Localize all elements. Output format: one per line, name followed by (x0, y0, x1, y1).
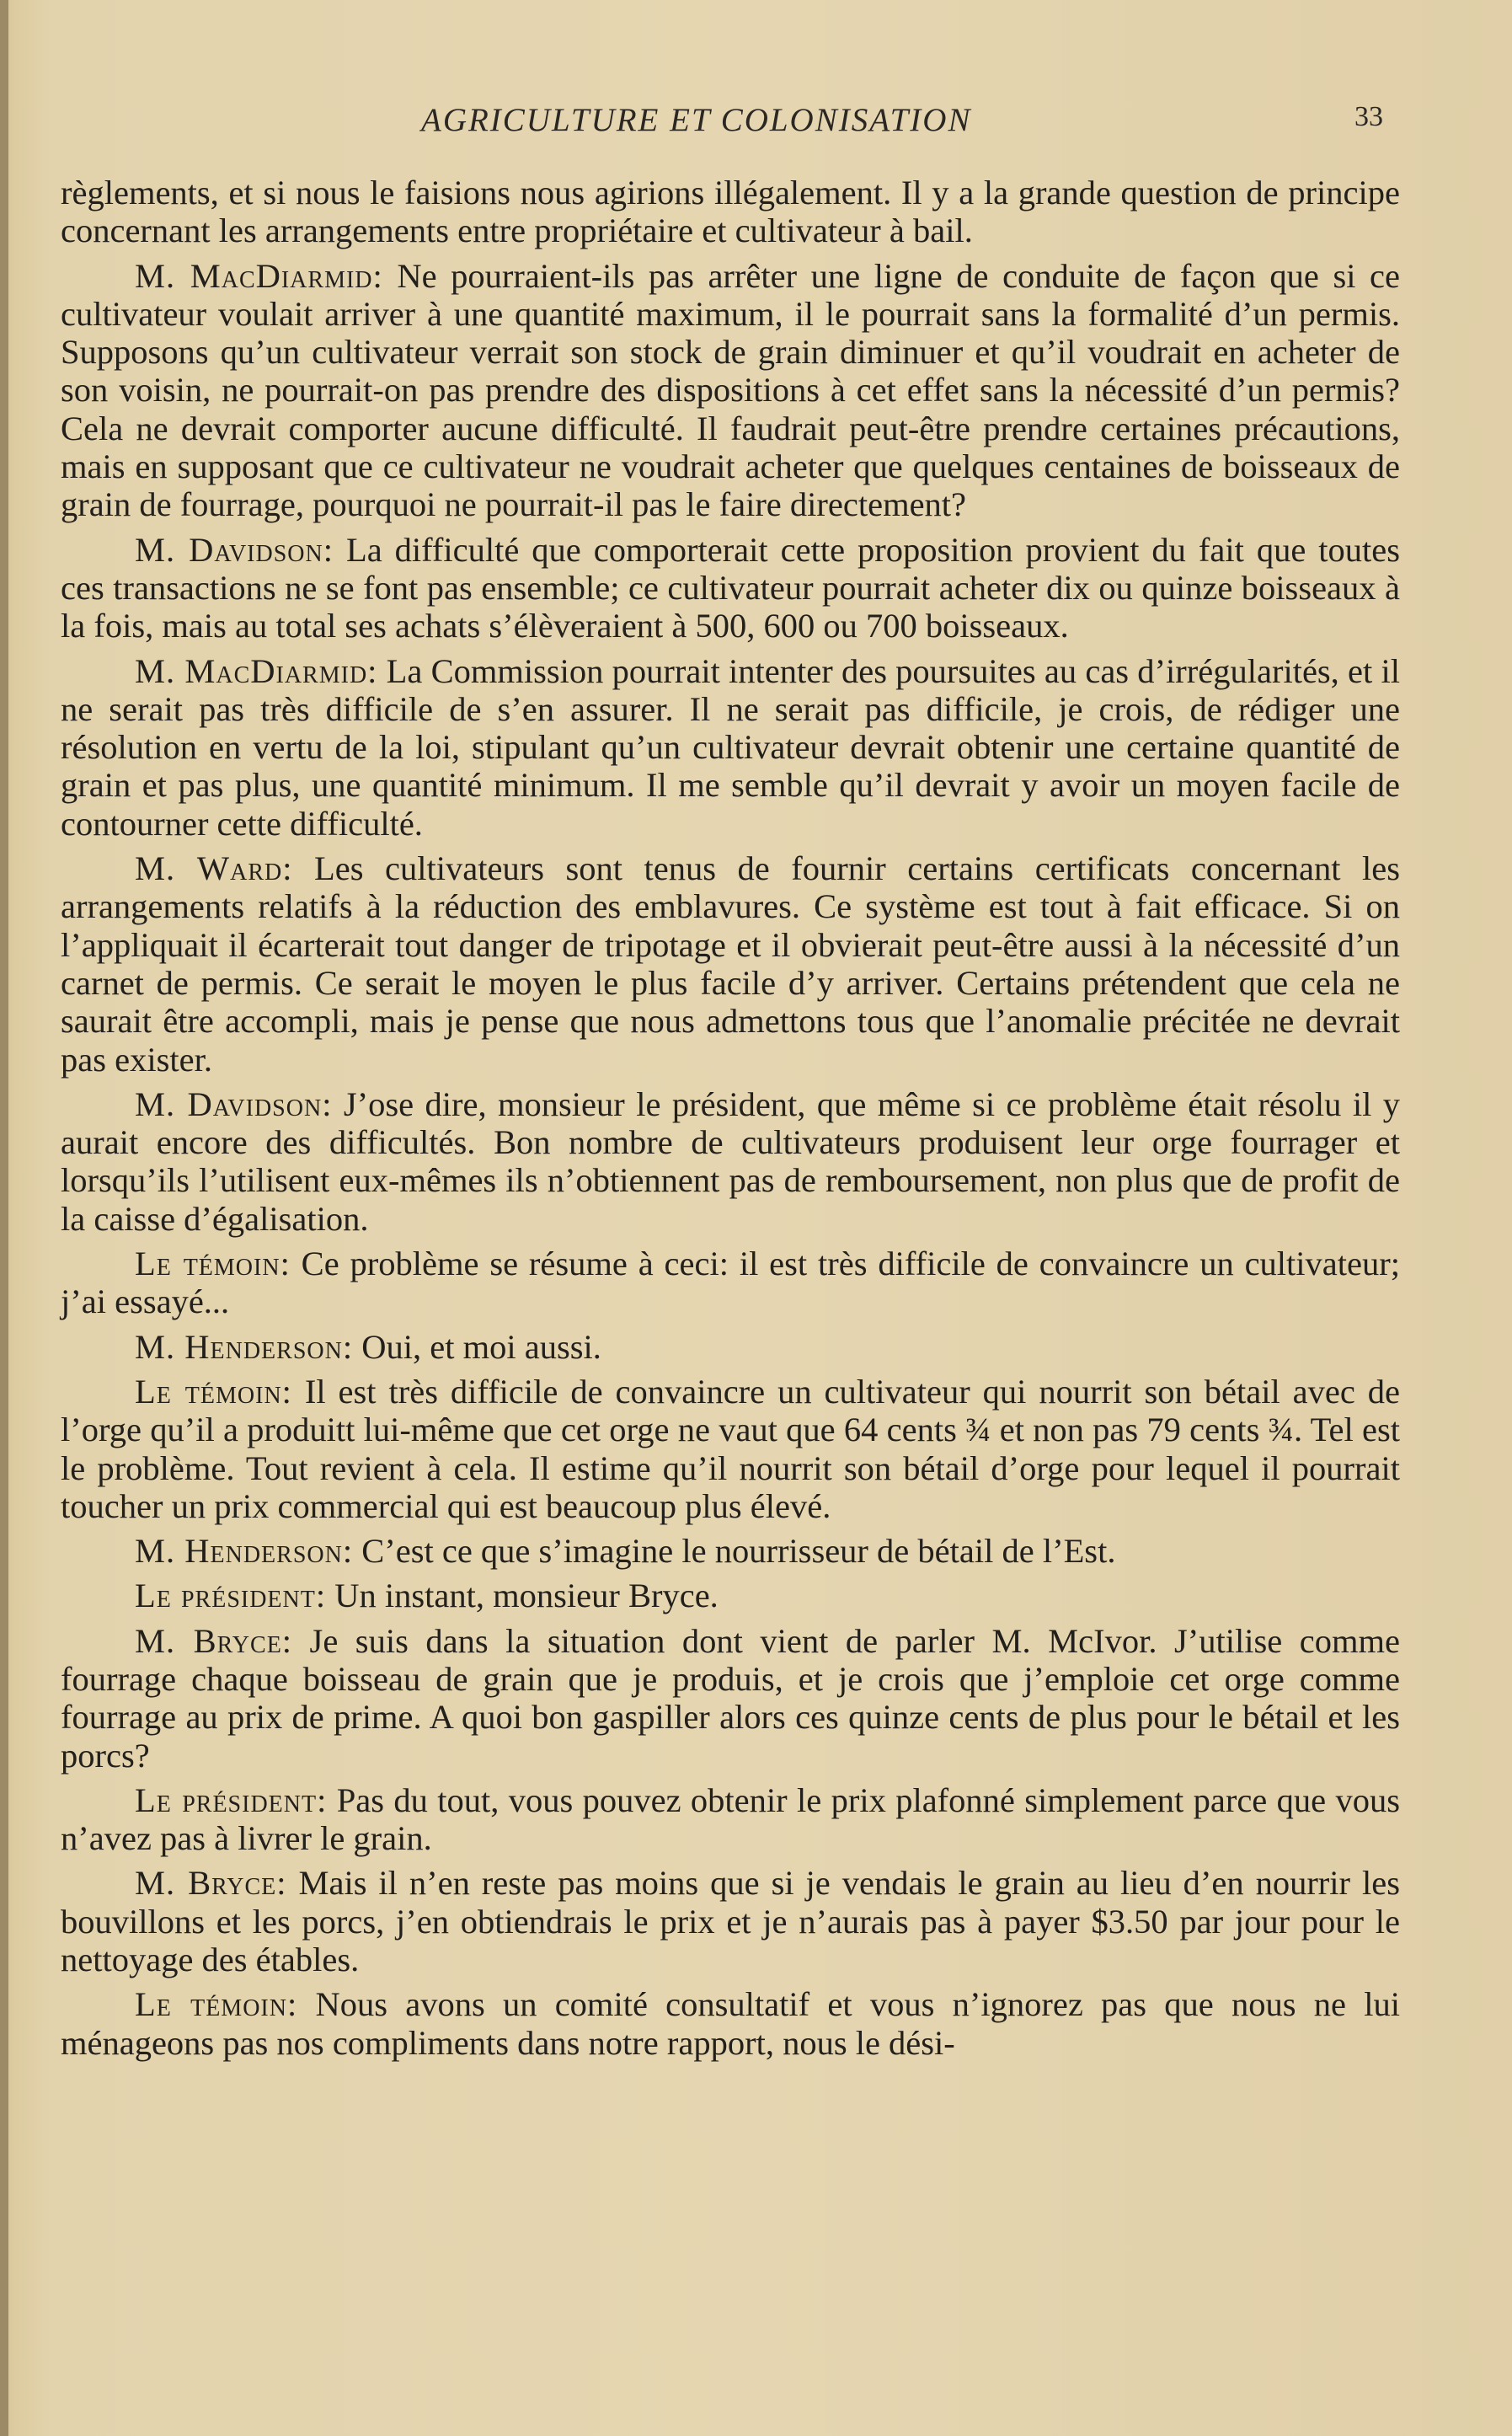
speaker-name: M. Henderson: (135, 1532, 354, 1571)
speaker-name: Le président: (135, 1577, 327, 1615)
paragraph-text: La difficulté que comporterait cette proposition provient du fait que toutes ces transactions ne se font pas ensemble; ce cultivateur pourrait acheter dix ou quinze boisseaux à la fois, mais au total ses achats s’élèveraient à 500, 600 ou 700 boisseaux. (61, 530, 1401, 645)
paragraph-text: Pas du tout, vous pouvez obtenir le prix plafonné simplement parce que vous n’avez pas à livrer le grain. (61, 1780, 1400, 1858)
paragraph-text: J’ose dire, monsieur le président, que même si ce problème était résolu il y aurait encore des difficultés. Bon nombre de cultivateurs produisent leur orge fourrager et lorsqu’ils l’utilisent eux-mêmes ils n’obtiennent pas de remboursement, non plus que de profit de la caisse d’égalisation. (61, 1084, 1400, 1238)
speaker-name: Le témoin: (135, 1372, 292, 1411)
book-spine-edge (0, 0, 8, 2436)
paragraph-text: C’est ce que s’imagine le nourrisseur de bétail de l’Est. (353, 1532, 1116, 1571)
paragraph-text: Mais il n’en reste pas moins que si je vendais le grain au lieu d’en nourrir les bouvillons et les porcs, j’en obtiendrais le prix et je n’aurais pas à payer $3.50 par jour pour le nettoyage des étables. (61, 1864, 1400, 1979)
paragraph (61, 652, 1400, 843)
paragraph (61, 1985, 1400, 2062)
paragraph (61, 849, 1400, 1079)
paragraph-text: règlements, et si nous le faisions nous agirions illégalement. Il y a la grande question de principe concernant les arrangements entre propriétaire et cultivateur à bail. (61, 174, 1400, 250)
paragraph (61, 1622, 1400, 1775)
page-number: 33 (1354, 101, 1383, 132)
body-text (61, 174, 1400, 2069)
paragraph (61, 1781, 1400, 1858)
speaker-name: M. Davidson: (135, 530, 334, 569)
paragraph (61, 1577, 1400, 1614)
running-head: AGRICULTURE ET COLONISATION (421, 102, 972, 138)
paragraph (61, 1532, 1400, 1570)
paragraph-text: Les cultivateurs sont tenus de fournir certains certificats concernant les arrangements relatifs à la réduction des emblavures. Ce système est tout à fait efficace. Si on l’appliquait il écarterait tout danger de tripotage et il obvierait peut-être aussi à la nécessité d’un carnet de permis. Ce serait le moyen le plus facile d’y arriver. Certains prétendent que cela ne saurait être accompli, mais je pense que nous admettons tous que l’anomalie précitée ne devrait pas exister. (61, 849, 1401, 1079)
speaker-name: M. Bryce: (135, 1864, 287, 1903)
paragraph (61, 1864, 1400, 1978)
speaker-name: M. MacDiarmid: (135, 651, 378, 690)
paragraph-text: La Commission pourrait intenter des poursuites au cas d’irrégularités, et il ne serait pas très difficile de s’en assurer. Il ne serait pas difficile, je crois, de rédiger une résolution en vertu de la loi, stipulant qu’un cultivateur devrait obtenir une certaine quantité de grain et pas plus, une quantité minimum. Il me semble qu’il devrait y avoir un moyen facile de contourner cette difficulté. (61, 651, 1400, 843)
speaker-name: Le président: (135, 1780, 328, 1819)
paragraph (61, 1328, 1400, 1366)
paragraph (61, 174, 1400, 250)
paragraph (61, 257, 1400, 524)
paragraph-text: Ne pourraient-ils pas arrêter une ligne de conduite de façon que si ce cultivateur voulait arriver à une quantité maximum, il le pourrait sans la formalité d’un permis. Supposons qu’un cultivateur verrait son stock de grain diminuer et qu’il voudrait en acheter de son voisin, ne pourrait-on pas prendre des dispositions à cet effet sans la nécessité d’un permis? Cela ne devrait comporter aucune difficulté. Il faudrait peut-être prendre certaines précautions, mais en supposant que ce cultivateur ne voudrait acheter que quelques centaines de boisseaux de grain de fourrage, pourquoi ne pourrait-il pas le faire directement? (61, 256, 1400, 524)
paragraph-text: Oui, et moi aussi. (353, 1327, 601, 1366)
paragraph (61, 1373, 1400, 1525)
paragraph (61, 1085, 1400, 1238)
speaker-name: M. MacDiarmid: (135, 256, 383, 295)
speaker-name: M. Ward: (135, 849, 293, 888)
paragraph-text: Il est très difficile de convaincre un cultivateur qui nourrit son bétail avec de l’orge qu’il a produitt lui-même que cet orge ne vaut que 64 cents ¾ et non pas 79 cents ¾. Tel est le problème. Tout revient à cela. Il estime qu’il nourrit son bétail d’orge pour lequel il pourrait toucher un prix commercial qui est beaucoup plus élevé. (61, 1372, 1400, 1525)
speaker-name: Le témoin: (135, 1245, 291, 1283)
paragraph-text: Je suis dans la situation dont vient de parler M. McIvor. J’utilise comme fourrage chaque boisseau de grain que je produis, et je crois que j’emploie cet orge comme fourrage au prix de prime. A quoi bon gaspiller alors ces quinze cents de plus pour le bétail et les porcs? (61, 1621, 1400, 1775)
speaker-name: Le témoin: (135, 1985, 298, 2024)
speaker-name: M. Davidson: (135, 1084, 333, 1123)
page-header (0, 101, 1512, 152)
speaker-name: M. Bryce: (135, 1621, 293, 1660)
paragraph-text: Nous avons un comité consultatif et vous n’ignorez pas que nous ne lui ménageons pas nos compliments dans notre rapport, nous le dési- (61, 1985, 1400, 2062)
speaker-name: M. Henderson: (135, 1327, 354, 1366)
paragraph-text: Ce problème se résume à ceci: il est très difficile de convaincre un cultivateur; j’ai essayé... (61, 1245, 1401, 1321)
paragraph (61, 1245, 1400, 1321)
paragraph-text: Un instant, monsieur Bryce. (326, 1577, 719, 1615)
paragraph (61, 531, 1400, 645)
